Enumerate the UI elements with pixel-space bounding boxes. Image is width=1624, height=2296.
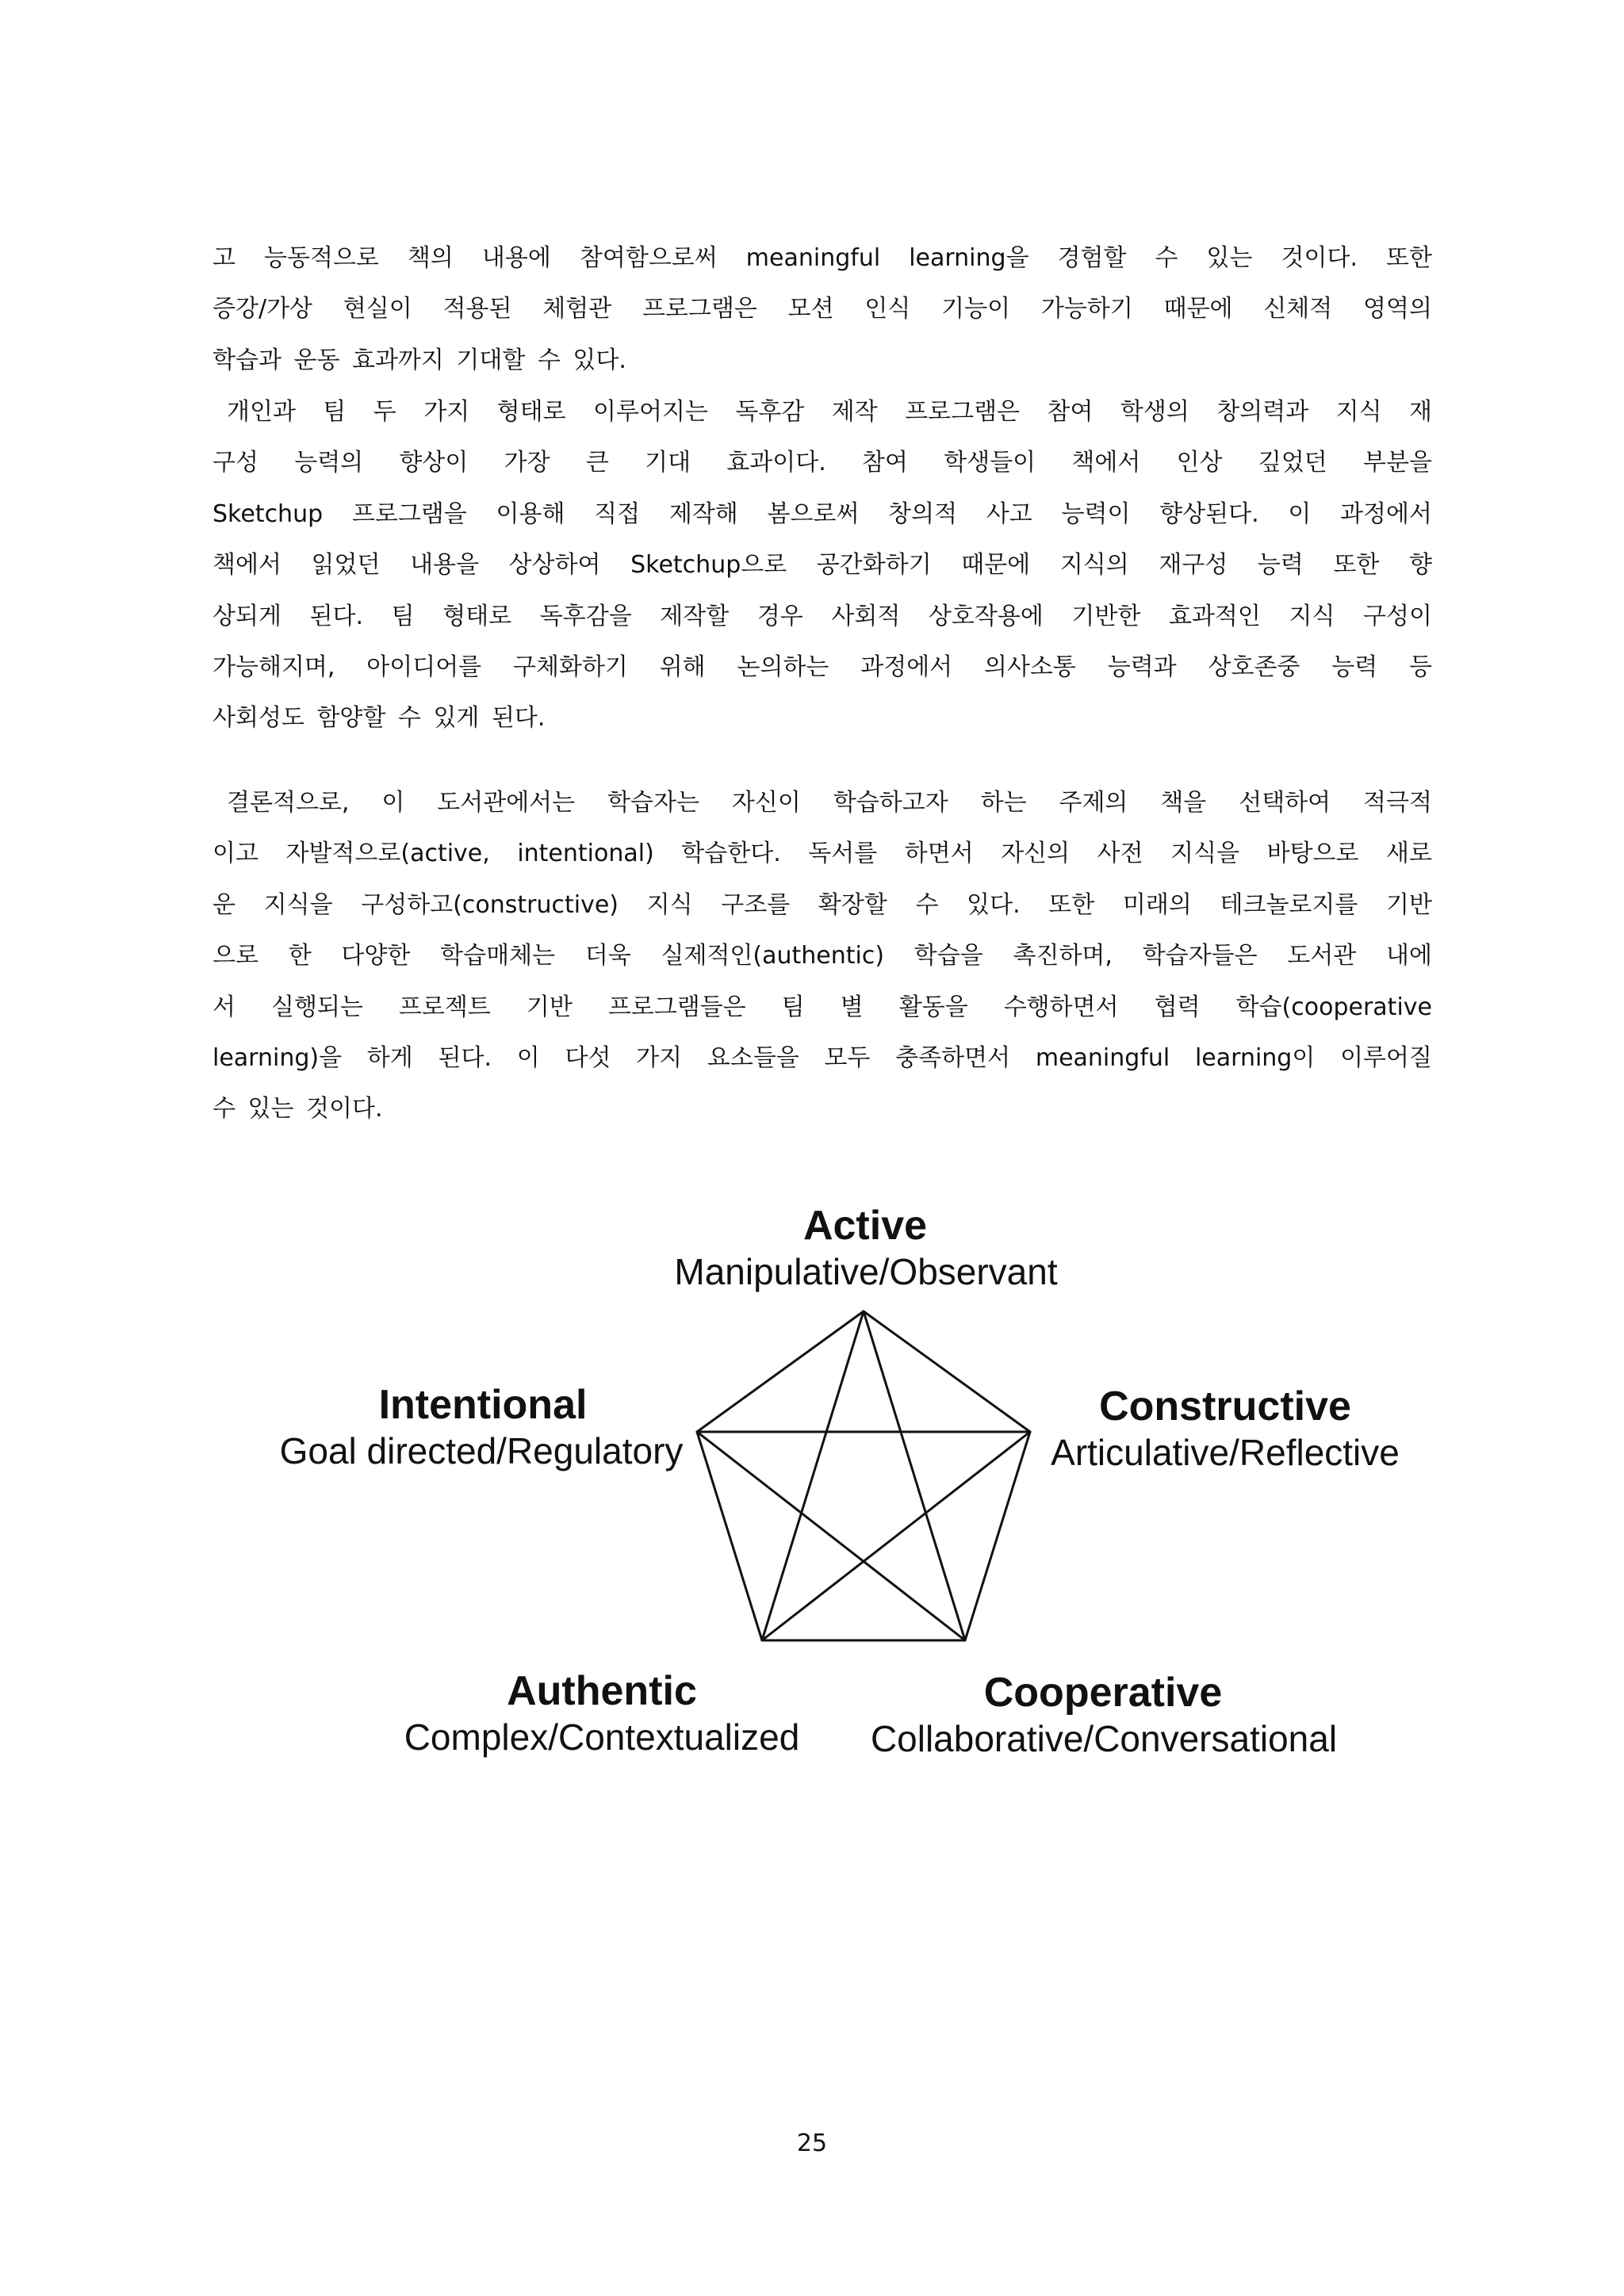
star-edge <box>864 1311 965 1640</box>
text-line: 수 있는 것이다. <box>213 1095 383 1123</box>
paragraph <box>213 387 1432 744</box>
text-line: 결론적으로, 이 도서관에서는 학습자는 자신이 학습하고자 하는 주제의 책을 선택하여 적극적 <box>227 789 1432 817</box>
pentagon-edge <box>864 1311 1030 1432</box>
text-line: 이고 자발적으로(active, intentional) 학습한다. 독서를 하면서 자신의 사전 지식을 바탕으로 새로 <box>213 840 1432 868</box>
node-subtitle-constructive: Articulative/Reflective <box>1051 1432 1400 1473</box>
pentagon-edge <box>965 1432 1030 1640</box>
text-line: learning)을 하게 된다. 이 다섯 가지 요소들을 모두 충족하면서 meaningful learning이 이루어질 <box>213 1043 1432 1072</box>
node-title-active: Active <box>802 1203 928 1249</box>
text-line: 상되게 된다. 팀 형태로 독후감을 제작할 경우 사회적 상호작용에 기반한 효과적인 지식 구성이 <box>213 602 1432 630</box>
text-line: Sketchup 프로그램을 이용해 직접 제작해 봄으로써 창의적 사고 능력이 향상된다. 이 과정에서 <box>213 499 1432 528</box>
pentagon-outline <box>697 1311 1030 1640</box>
node-subtitle-cooperative: Collaborative/Conversational <box>870 1718 1338 1759</box>
node-subtitle-active: Manipulative/Observant <box>674 1251 1058 1292</box>
node-subtitle-intentional: Goal directed/Regulatory <box>279 1430 684 1471</box>
pentagon-edge <box>697 1311 864 1432</box>
learning-characteristics-diagram <box>0 1150 1624 1800</box>
text-line: 서 실행되는 프로젝트 기반 프로그램들은 팀 별 활동을 수행하면서 협력 학습(cooperative <box>213 993 1432 1021</box>
paragraph <box>213 778 1432 1135</box>
star-edge <box>762 1432 1030 1640</box>
star-edge <box>762 1311 864 1640</box>
node-title-intentional: Intentional <box>378 1382 588 1428</box>
text-line: 으로 한 다양한 학습매체는 더욱 실제적인(authentic) 학습을 촉진하며, 학습자들은 도서관 내에 <box>213 942 1432 970</box>
text-line: 개인과 팀 두 가지 형태로 이루어지는 독후감 제작 프로그램은 참여 학생의 창의력과 지식 재 <box>227 398 1432 426</box>
text-line: 가능해지며, 아이디어를 구체화하기 위해 논의하는 과정에서 의사소통 능력과 상호존중 능력 등 <box>213 652 1432 681</box>
page-number: 25 <box>796 2130 828 2157</box>
text-line: 운 지식을 구성하고(constructive) 지식 구조를 확장할 수 있다. 또한 미래의 테크놀로지를 기반 <box>213 890 1432 919</box>
node-title-constructive: Constructive <box>1099 1383 1351 1429</box>
node-title-authentic: Authentic <box>507 1668 697 1714</box>
text-line: 사회성도 함양할 수 있게 된다. <box>213 704 546 733</box>
node-title-cooperative: Cooperative <box>983 1670 1223 1716</box>
paragraph <box>213 233 1432 386</box>
text-line: 증강/가상 현실이 적용된 체험관 프로그램은 모션 인식 기능이 가능하기 때문에 신체적 영역의 <box>213 295 1432 323</box>
text-line: 책에서 읽었던 내용을 상상하여 Sketchup으로 공간화하기 때문에 지식의 재구성 능력 또한 향 <box>213 551 1432 580</box>
text-line: 학습과 운동 효과까지 기대할 수 있다. <box>213 346 626 374</box>
pentagon-edge <box>697 1432 762 1640</box>
star-edge <box>697 1432 965 1640</box>
text-line: 고 능동적으로 책의 내용에 참여함으로써 meaningful learning을 경험할 수 있는 것이다. 또한 <box>213 244 1432 272</box>
text-line: 구성 능력의 향상이 가장 큰 기대 효과이다. 참여 학생들이 책에서 인상 깊었던 부분을 <box>213 449 1432 477</box>
node-subtitle-authentic: Complex/Contextualized <box>404 1716 800 1758</box>
